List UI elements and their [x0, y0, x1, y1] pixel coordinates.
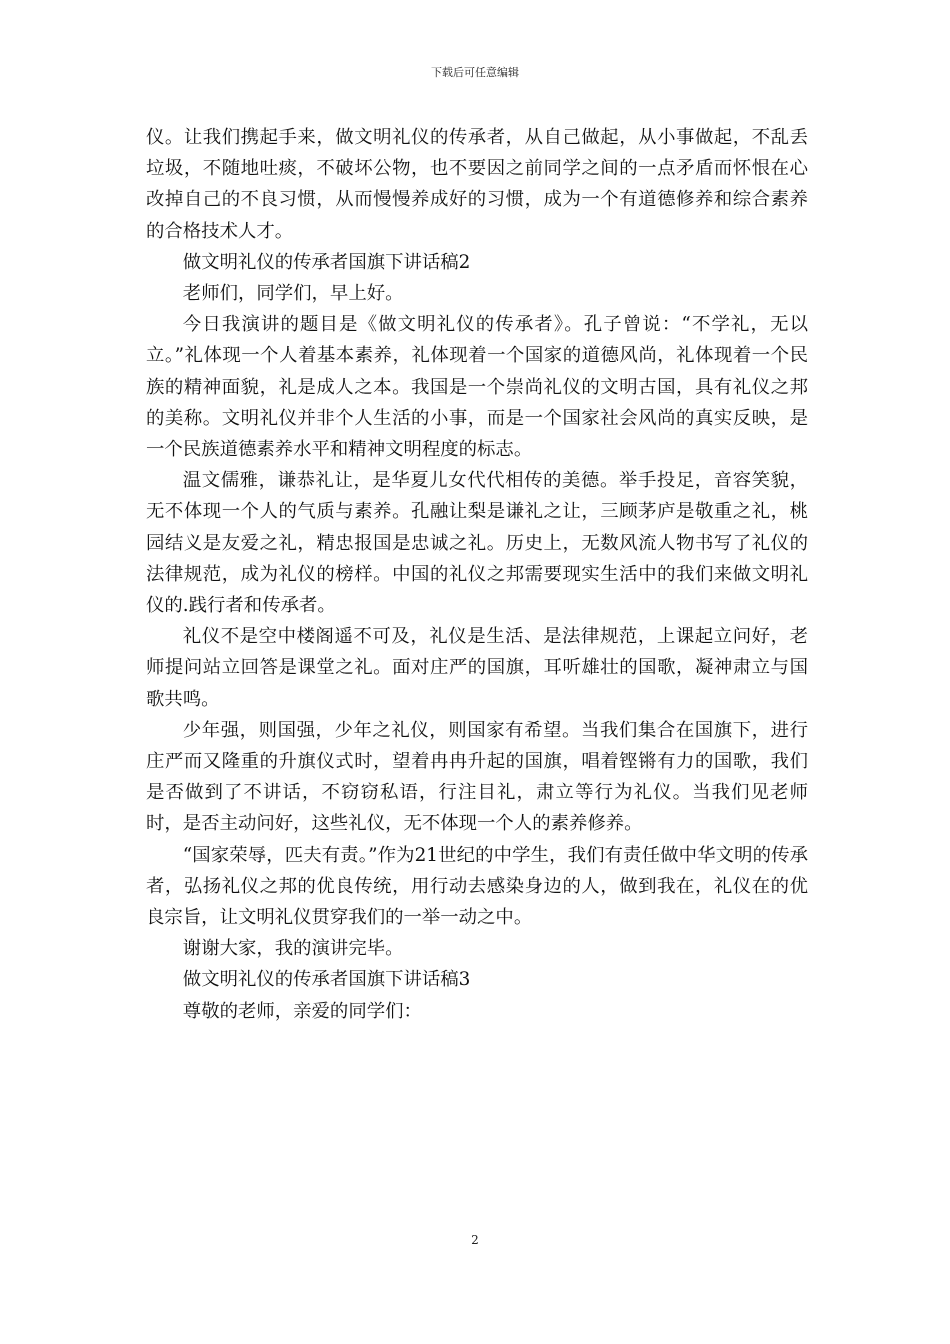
greeting: 老师们，同学们，早上好。: [182, 283, 404, 305]
section-title-3: 做文明礼仪的传承者国旗下讲话稿3: [182, 969, 471, 991]
paragraph: 少年强，则国强，少年之礼仪，则国家有希望。当我们集合在国旗下，进行庄严而又隆重的升旗仪式时，望着冉冉升起的国旗，唱着铿锵有力的国歌，我们是否做到了不讲话，不窃窃私语，行注目礼，肃立等行为礼仪。当我们见老师时，是否主动问好，这些礼仪，无不体现一个人的素养修养。: [146, 719, 808, 835]
section-title-2: 做文明礼仪的传承者国旗下讲话稿2: [182, 251, 471, 273]
closing-line: 谢谢大家，我的演讲完毕。: [182, 938, 404, 960]
document-body: [146, 122, 808, 1027]
page-number: 2: [471, 1233, 479, 1247]
page-header: 下载后可任意编辑: [431, 66, 519, 79]
paragraph: 今日我演讲的题目是《做文明礼仪的传承者》。孔子曾说：“不学礼，无以立。”礼体现一个人着基本素养，礼体现着一个国家的道德风尚，礼体现着一个民族的精神面貌，礼是成人之本。我国是一个崇尚礼仪的文明古国，具有礼仪之邦的美称。文明礼仪并非个人生活的小事，而是一个国家社会风尚的真实反映，是一个民族道德素养水平和精神文明程度的标志。: [146, 314, 808, 461]
paragraph-continuation: 仪。让我们携起手来，做文明礼仪的传承者，从自己做起，从小事做起，不乱丢垃圾，不随地吐痰，不破坏公物，也不要因之前同学之间的一点矛盾而怀恨在心改掉自己的不良习惯，从而慢慢养成好的习惯，成为一个有道德修养和综合素养的合格技术人才。: [146, 127, 808, 242]
paragraph: 温文儒雅，谦恭礼让，是华夏儿女代代相传的美德。举手投足，音容笑貌，无不体现一个人的气质与素养。孔融让梨是谦礼之让，三顾茅庐是敬重之礼，桃园结义是友爱之礼，精忠报国是忠诚之礼。历史上，无数风流人物书写了礼仪的法律规范，成为礼仪的榜样。中国的礼仪之邦需要现实生活中的我们来做文明礼仪的.践行者和传承者。: [146, 470, 808, 617]
paragraph: 礼仪不是空中楼阁遥不可及，礼仪是生活、是法律规范，上课起立问好，老师提问站立回答是课堂之礼。面对庄严的国旗，耳听雄壮的国歌，凝神肃立与国歌共鸣。: [146, 626, 808, 710]
greeting: 尊敬的老师，亲爱的同学们：: [182, 1000, 422, 1022]
paragraph: “国家荣辱，匹夫有责。”作为21世纪的中学生，我们有责任做中华文明的传承者，弘扬礼仪之邦的优良传统，用行动去感染身边的人，做到我在，礼仪在的优良宗旨，让文明礼仪贯穿我们的一举一动之中。: [146, 844, 808, 929]
